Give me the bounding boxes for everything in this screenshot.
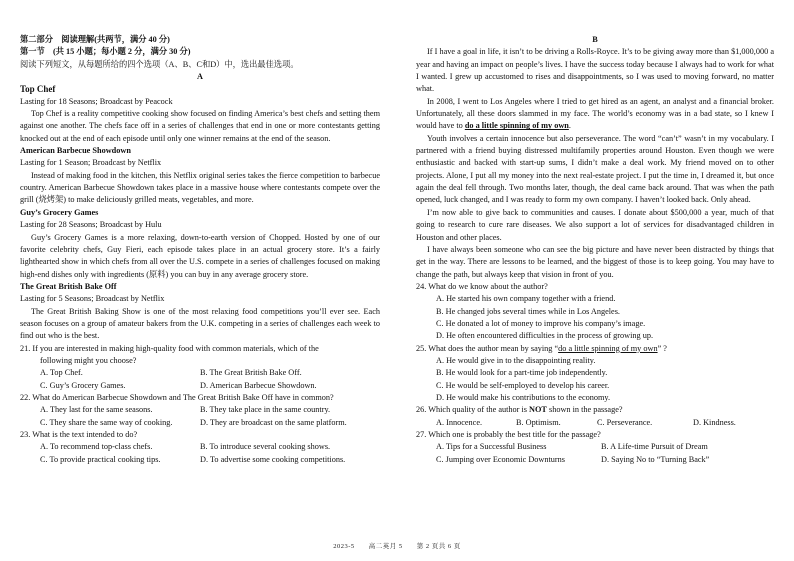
part-title: 第二部分 阅读理解(共两节，满分 40 分) xyxy=(20,35,170,44)
show-2-meta: Lasting for 1 Season; Broadcast by Netflix xyxy=(20,158,162,168)
left-column xyxy=(20,34,380,466)
option-26-b: B. Optimism. xyxy=(516,417,561,427)
option-24-d: D. He often encountered difficulties in the process of growing up. xyxy=(436,331,654,341)
option-25-b: B. He would look for a part-time job independently. xyxy=(436,368,608,378)
show-2-desc: Instead of making food in the kitchen, this Netflix original series takes the fierce competition to barbecue country. American Barbecue Showdown takes place in a massive house where contestants compete over the grill (烧烤架) to make deliciously grilled meats, vegetables, and more. xyxy=(20,170,380,205)
option-22-c: C. They share the same way of cooking. xyxy=(40,417,173,427)
passage-b-paragraph-5: I have always been someone who can see the big picture and have never been distracted by things that get in the way. There are lessons to be learned, and the biggest of those is to keep going. You may have to change the path, but always keep that vision in front of you. xyxy=(416,244,774,279)
option-23-a: A. To recommend top-class chefs. xyxy=(40,442,153,452)
option-26-a: A. Innocence. xyxy=(436,417,483,427)
question-27-options xyxy=(416,441,774,466)
q25-underlined-phrase: do a little spinning of my own xyxy=(558,343,658,353)
passage-b-paragraph-4: I’m now able to give back to communities and causes. I donate about $500,000 a year, much of that going to research to cure rare diseases. We also support a lot of services for disadvantaged children in Houston and other places. xyxy=(416,207,774,242)
option-24-b: B. He changed jobs several times while in Los Angeles. xyxy=(436,306,620,316)
show-1-meta: Lasting for 18 Seasons; Broadcast by Peacock xyxy=(20,96,173,106)
footer-page-number: 第 2 页共 6 页 xyxy=(416,543,461,550)
question-25-stem xyxy=(416,343,774,355)
option-22-a: A. They last for the same seasons. xyxy=(40,405,153,415)
show-1-title: Top Chef xyxy=(20,84,56,95)
q25-stem-end: ” ? xyxy=(657,343,667,353)
question-22-stem: 22. What do American Barbecue Showdown and The Great British Bake Off have in common? xyxy=(20,392,334,402)
instruction: 阅读下列短文，从每题所给的四个选项（A、B、C和D）中，选出最佳选项。 xyxy=(20,59,299,69)
question-22-options xyxy=(20,404,380,429)
option-23-b: B. To introduce several cooking shows. xyxy=(200,442,331,452)
passage-b-label: B xyxy=(592,35,598,44)
option-24-a: A. He started his own company together with a friend. xyxy=(436,294,616,304)
question-27-stem: 27. Which one is probably the best title for the passage? xyxy=(416,430,601,439)
question-26-stem xyxy=(416,404,774,416)
paragraph-2-text: In 2008, I went to Los Angeles where I tried to get hired as an agent, an analyst and a financial broker. Unfortunately, all these doors slammed in my face. The world’s economy was in a bad state, so I knew I would have to xyxy=(416,96,774,131)
question-21-options xyxy=(20,367,380,392)
option-21-a: A. Top Chef. xyxy=(40,368,83,378)
option-25-c: C. He would be self-employed to develop his career. xyxy=(436,380,610,390)
option-24-c: C. He donated a lot of money to improve his company’s image. xyxy=(436,318,646,328)
option-27-b: B. A Life-time Pursuit of Dream xyxy=(601,442,708,452)
show-4-title: The Great British Bake Off xyxy=(20,281,117,291)
show-3-title: Guy’s Grocery Games xyxy=(20,207,99,217)
question-23-stem: 23. What is the text intended to do? xyxy=(20,430,138,439)
q26-stem-text: 26. Which quality of the author is xyxy=(416,405,530,415)
right-column xyxy=(416,34,774,466)
underlined-phrase: do a little spinning of my own xyxy=(464,121,569,131)
option-26-d: D. Kindness. xyxy=(693,417,736,427)
option-27-c: C. Jumping over Economic Downturns xyxy=(436,454,566,464)
option-25-d: D. He would make his contributions to the economy. xyxy=(436,392,611,402)
q26-stem-end: shown in the passage? xyxy=(546,405,623,415)
question-21-stem-cont: following might you choose? xyxy=(40,355,137,365)
option-21-d: D. American Barbecue Showdown. xyxy=(200,380,317,390)
show-3-desc: Guy’s Grocery Games is a more relaxing, down-to-earth version of Chopped. Hosted by one of our favorite celebrity chefs, Guy Fieri, each episode takes place in an actual grocery store. It’s a fairly lighthearted show in which chefs from all over the U.S. compete in a series of challenges focused on making high-end dishes only with ingredients (原料) you can buy in any average grocery store. xyxy=(20,232,380,279)
show-4-meta: Lasting for 5 Seasons; Broadcast by Netflix xyxy=(20,294,165,304)
show-1-desc: Top Chef is a reality competitive cooking show focused on finding America’s best chefs and setting them against one another. The chefs face off in a series of challenges that end in one or more contestants getting knocked out at the end of each episode until only one winner remains at the end of the season. xyxy=(20,109,380,143)
passage-b-paragraph-1: If I have a goal in life, it isn’t to be driving a Rolls-Royce. It’s to be giving away more than $1,000,000 a year and having an impact on people’s lives. I have the success today because I always had to work for what I wanted. I grew up accustomed to rises and disappointments, so I was used to moving forward, no matter what. xyxy=(416,47,774,94)
passage-b-paragraph-2 xyxy=(416,96,774,133)
option-27-a: A. Tips for a Successful Business xyxy=(436,442,547,452)
option-21-c: C. Guy’s Grocery Games. xyxy=(40,380,126,390)
page-footer xyxy=(0,541,794,550)
option-27-d: D. Saying No to “Turning Back” xyxy=(601,454,710,464)
footer-course: 高二英月 5 xyxy=(368,543,403,550)
question-26-options xyxy=(416,417,774,429)
footer-date: 2023-5 xyxy=(333,543,355,550)
section-title: 第一节 (共 15 小题；每小题 2 分，满分 30 分) xyxy=(20,47,191,57)
option-23-d: D. To advertise some cooking competitions. xyxy=(200,454,346,464)
option-25-a: A. He would give in to the disappointing reality. xyxy=(436,355,596,365)
show-3-meta: Lasting for 28 Seasons; Broadcast by Hulu xyxy=(20,220,162,230)
option-26-c: C. Perseverance. xyxy=(597,417,653,427)
passage-a-label: A xyxy=(197,72,203,82)
question-24-stem: 24. What do we know about the author? xyxy=(416,281,548,291)
option-21-b: B. The Great British Bake Off. xyxy=(200,368,302,378)
show-2-title: American Barbecue Showdown xyxy=(20,146,131,156)
passage-b-paragraph-3: Youth involves a certain innocence but also perseverance. The word “can’t” wasn’t in my vocabulary. I partnered with a friend buying distressed multifamily properties around Houston. Even though we were enthusiastic and backed with start-up sums, I didn’t make a deal work. My friend moved on to other projects. Alone, I put all my money into the next real-estate project. I put the time in, I dreamed it, but once again the deal fell through. Two months later, though, the deal came back around. That was when the path opened, luck changed, and I was ready to form my own company. I haven’t looked back. Only ahead. xyxy=(416,133,774,205)
q25-stem-text: 25. What does the author mean by saying “ xyxy=(416,343,559,353)
option-22-d: D. They are broadcast on the same platform. xyxy=(200,417,347,427)
question-23-options xyxy=(20,441,380,466)
option-22-b: B. They take place in the same country. xyxy=(200,405,331,415)
option-23-c: C. To provide practical cooking tips. xyxy=(40,454,161,464)
show-4-desc: The Great British Baking Show is one of the most relaxing food competitions you’ll ever see. Each season focuses on a group of amateur bakers from the U.K. competing in a series of challenges each week to find out who is the best. xyxy=(20,306,380,341)
q26-not-emphasis: NOT xyxy=(529,405,547,415)
question-21-stem: 21. If you are interested in making high-quality food with common materials, which of the xyxy=(20,343,319,353)
paragraph-2-end: . xyxy=(568,121,571,131)
